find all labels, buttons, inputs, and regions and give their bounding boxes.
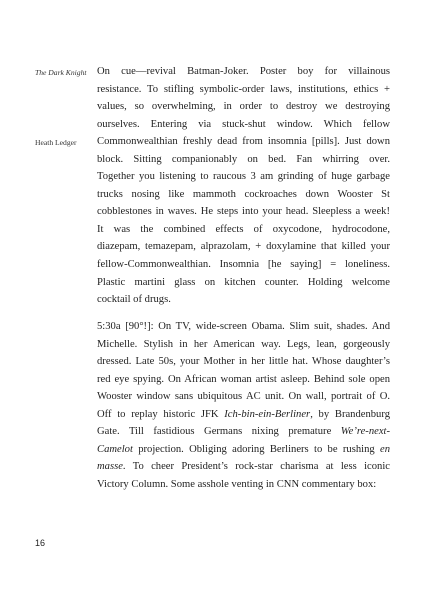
paragraph-1 (97, 63, 390, 309)
text-line: Plastic martini glass on kitchen counter. Holding welcome (97, 276, 390, 288)
page-number: 16 (35, 538, 46, 548)
margin-note-heath-ledger: Heath Ledger (35, 138, 77, 147)
text-line: Together you listening to raucous 3 am grinding of huge garbage (97, 171, 390, 183)
text-line: Wooster window sans ubiquitous AC unit. On wall, portrait of O. (97, 391, 390, 403)
text-line: Victory Column. Some asshole venting in CNN commentary box: (97, 478, 377, 490)
text-line: diazepam, temazepam, alprazolam, + doxylamine that killed your (97, 241, 390, 253)
text-line: Michelle. Stylish in her American way. Legs, lean, gorgeously (97, 338, 390, 350)
text-line: Commonwealthian freshly dead from insomnia [pills]. Just down (97, 136, 390, 148)
margin-note-the-dark-knight: The Dark Knight (35, 68, 87, 77)
text-line: It was the combined effects of oxycodone, hydrocodone, (97, 223, 390, 235)
text-line: Camelot projection. Obliging adoring Berliners to be rushing en (97, 443, 390, 455)
paragraph-2 (97, 318, 390, 493)
text-line: On cue—revival Batman-Joker. Poster boy for villainous (97, 66, 390, 77)
text-line: values, so overwhelming, in order to destroy we destroying (97, 101, 390, 113)
text-line: ourselves. Entering via stuck-shut window. Which fellow (97, 118, 390, 130)
text-line: masse. To cheer President’s rock-star charisma at less iconic (97, 461, 390, 473)
text-line: Gate. Till fastidious Germans nixing premature We’re-next- (97, 426, 390, 438)
text-line: 5:30a [90°!]: On TV, wide-screen Obama. Slim suit, shades. And (97, 321, 390, 332)
text-line: resistance. To stifling symbolic-order laws, institutions, ethics + (97, 83, 390, 95)
text-line: cobblestones in waves. He steps into your head. Sleepless a week! (97, 206, 390, 218)
text-line: Off to replay historic JFK Ich-bin-ein-Berliner, by Brandenburg (97, 408, 390, 420)
text-line: dressed. Late 50s, your Mother in her little hat. Whose daughter’s (97, 356, 390, 368)
text-line: cocktail of drugs. (97, 294, 171, 306)
text-line: red eye spying. On African woman artist asleep. Behind sole open (97, 373, 390, 385)
text-line: block. Sitting companionably on bed. Fan whirring over. (97, 153, 390, 165)
text-line: trucks nosing like mammoth cockroaches down Wooster St (97, 188, 390, 200)
text-line: fellow-Commonwealthian. Insomnia [he saying] = loneliness. (97, 259, 390, 271)
